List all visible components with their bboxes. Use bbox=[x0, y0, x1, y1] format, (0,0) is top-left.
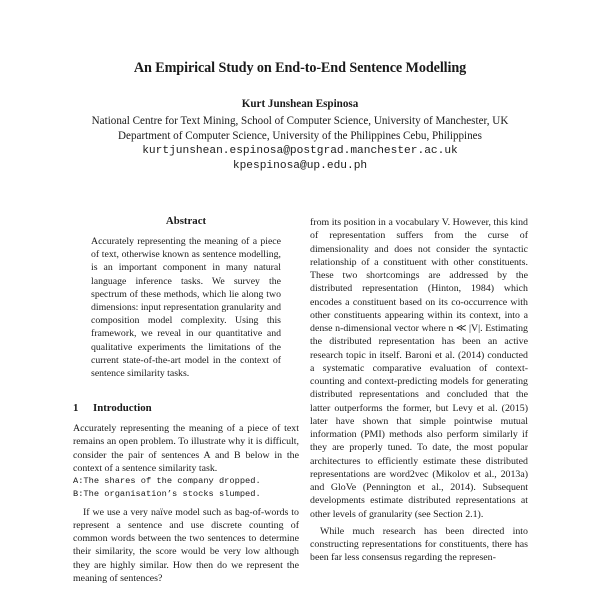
author-email-secondary[interactable]: kpespinosa@up.edu.ph bbox=[232, 160, 368, 172]
affiliation-primary: National Centre for Text Mining, School of Computer Science, University of Manchester, UK bbox=[91, 115, 509, 127]
introduction-body bbox=[73, 422, 299, 585]
introduction-paragraph: If we use a very naïve model such as bag-of-words to represent a sentence and use discrete counting of common words between the two sentences to determine their similarity, the score would be very low although they are highly similar. How then do we represent the meaning of sentences? bbox=[73, 506, 299, 584]
abstract-heading: Abstract bbox=[165, 215, 207, 227]
section-heading-introduction bbox=[73, 402, 299, 414]
right-column-body bbox=[310, 216, 528, 565]
affiliation-secondary: Department of Computer Science, University of the Philippines Cebu, Philippines bbox=[118, 130, 482, 142]
example-sentence-a: A:The shares of the company dropped. bbox=[73, 476, 261, 486]
body-paragraph: from its position in a vocabulary V. However, this kind of representation suffers from the curse of dimensionality and does not consider the syntactic relationship of a constituent with other constituents. These two shortcomings are addressed by the distributed representation (Hinton, 1984) which encodes a constituent based on its co-occurrence with other constituents appearing within its context, into a dense n-dimensional vector where n ≪ |V|. Estimating the distributed representation has been an active research topic in itself. Baroni et al. (2014) conducted a systematic comparative evaluation of context-counting and context-predicting models for generating distributed representations and concluded that the latter outperforms the former, but Levy et al. (2015) later have shown that simple pointwise mutual information (PMI) methods also perform similarly if they are properly tuned. To date, the most popular architectures to efficiently estimate these distributed representations are word2vec (Mikolov et al., 2013a) and GloVe (Pennington et al., 2014). Subsequent developments estimate distributed representations at other levels of granularity (see Section 2.1). bbox=[310, 217, 528, 520]
introduction-paragraph: Accurately representing the meaning of a piece of text remains an open problem. To illustrate why it is difficult, consider the pair of sentences A and B below in the context of a sentence similarity task. bbox=[73, 423, 299, 474]
section-number: 1 bbox=[73, 402, 79, 414]
body-paragraph: While much research has been directed into constructing representations for constituents, there has been far less consensus regarding the represen- bbox=[310, 525, 528, 564]
section-title: Introduction bbox=[93, 402, 152, 414]
paper-title: An Empirical Study on End-to-End Sentence Modelling bbox=[133, 60, 467, 76]
author-name: Kurt Junshean Espinosa bbox=[241, 98, 359, 110]
example-sentence-b: B:The organisation’s stocks slumped. bbox=[73, 489, 261, 500]
abstract-text: Accurately representing the meaning of a piece of text, otherwise known as sentence modelling, is an important component in many natural language inference tasks. We survey the spectrum of these methods, which lie along two dimensions: input representation granularity and composition model complexity. Using this framework, we reveal in our quantitative and qualitative experiments the limitations of the current state-of-the-art model in the context of sentence similarity tasks. bbox=[91, 236, 281, 380]
author-email-primary[interactable]: kurtjunshean.espinosa@postgrad.manchester.ac.uk bbox=[142, 145, 458, 157]
